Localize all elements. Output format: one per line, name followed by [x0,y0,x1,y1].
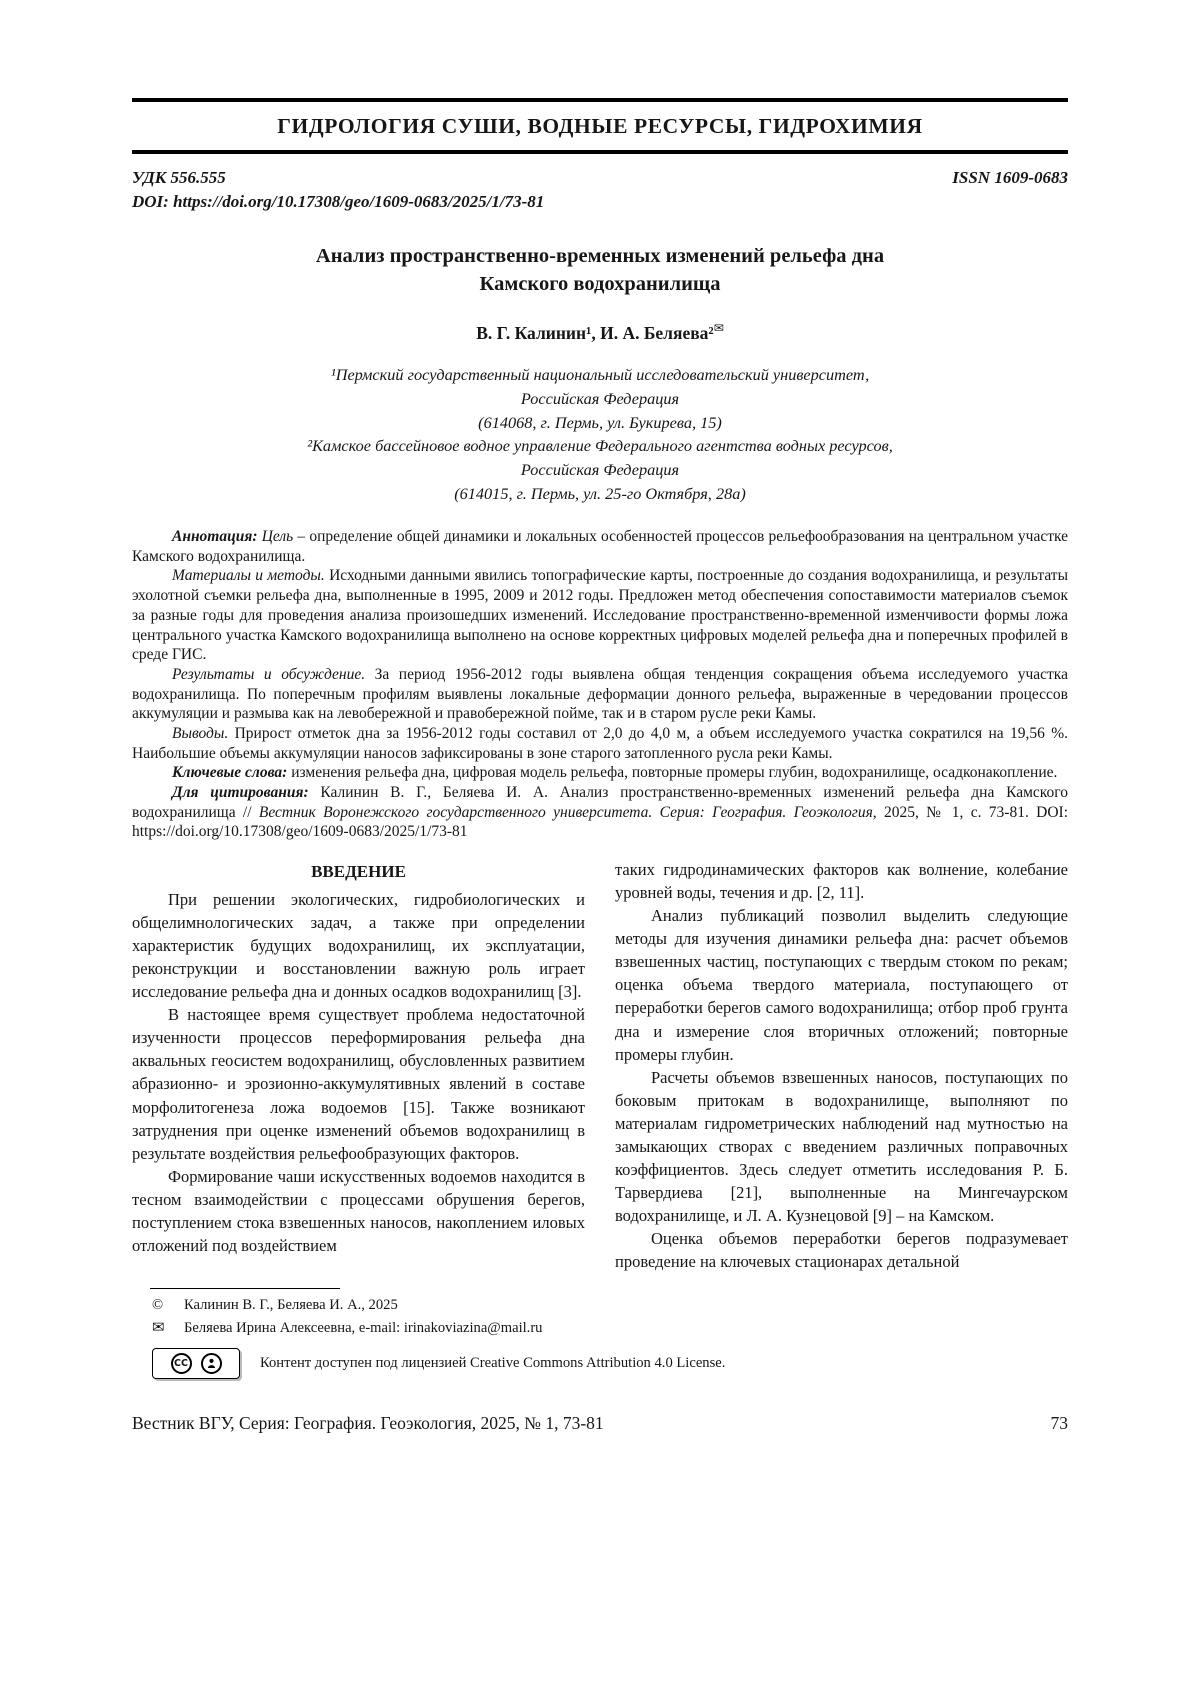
article-title [132,242,1068,299]
issn-number: ISSN 1609-0683 [952,168,1068,187]
page-number: 73 [1050,1413,1068,1434]
body-paragraph: Формирование чаши искусственных водоемов находится в тесном взаимодействии с процессами обрушения берегов, поступлением стока взвешенных наносов, накоплением иловых отложений под воздействием [132,1166,585,1256]
right-column [615,858,1068,1274]
affiliation-line: ²Камское бассейновое водное управление Федерального агентства водных ресурсов, [307,436,893,456]
affiliation-line: (614068, г. Пермь, ул. Букирева, 15) [478,412,722,432]
abstract-results-text: За период 1956-2012 годы выявлена общая тенденция сокращения объема исследуемого участка водохранилища. По поперечным профилям выявлены локальные деформации донного рельефа, выраженные в чередовании процессов аккумуляции и размыва как на левобережной и правобережной пойме, так и в старом русле реки Камы. [132,665,1068,723]
citation-journal-name: Вестник Воронежского государственного университета. Серия: География. Геоэкология [258,803,873,821]
citation-text-2: , 2025, № 1, с. 73-81. DOI: https://doi.org/10.17308/geo/1609-0683/2025/1/73-81 [132,803,1069,841]
journal-footer-line: Вестник ВГУ, Серия: География. Геоэкология, 2025, № 1, 73-81 [132,1413,604,1434]
abstract-annotation-label: Аннотация: [172,528,258,546]
authors-line [132,321,1068,344]
affiliations-block [132,363,1068,505]
affiliation-line: ¹Пермский государственный национальный исследовательский университет, [330,365,870,385]
citation-label: Для цитирования: [172,783,309,801]
footnote-block [152,1295,1068,1341]
body-paragraph: В настоящее время существует проблема недостаточной изученности процессов переформирования рельефа дна аквальных геосистем водохранилищ, обусловленных развитием абразионно- и эрозионно-аккумулятивных явлений в составе морфолитогенеза ложа водоемов [15]. Также возникают затруднения при оценке изменений объемов водохранилищ в результате воздействия рельефообразующих факторов. [132,1005,585,1163]
abstract-annotation-lead: Цель [257,528,294,546]
udc-number: УДК 556.555 [132,168,226,187]
affiliation-line: Российская Федерация [520,459,680,479]
contact-line [152,1316,1068,1340]
citation-text-1: Калинин В. Г., Беляева И. А. Анализ пространственно-временных изменений рельефа дна Камского водохранилища // [132,783,1068,821]
abstract-block [132,527,1068,842]
cc-by-person-icon [201,1353,222,1374]
body-paragraph: Расчеты объемов взвешенных наносов, поступающих по боковым притокам в водохранилище, выполняют по материалам гидрометрических наблюдений над мутностью на замыкающих створах с введением различных поправочных коэффициентов. Здесь следует отметить исследования Р. Б. Тарвердиева [21], выполненные на Мингечаурском водохранилище, и Л. А. Кузнецовой [9] – на Камском. [615,1067,1068,1226]
abstract-annotation [132,527,1068,566]
license-text: Контент доступен под лицензией Creative Commons Attribution 4.0 License. [260,1355,726,1372]
keywords-text: изменения рельефа дна, цифровая модель рельефа, повторные промеры глубин, водохранилище, осадконакопление. [287,764,1058,782]
abstract-methods [132,566,1068,664]
abstract-keywords [132,763,1068,783]
abstract-methods-text: Исходными данными явились топографические карты, построенные до создания водохранилища, и результаты эхолотной съемки рельефа дна, выполненные в 1995, 2009 и 2012 годы. Предложен метод обеспечения сопоставимости материалов съемок за разные годы для проведения анализа произошедших изменений. Исследование пространственно-временной изменчивости формы ложа центрального участка Камского водохранилища выполнено на основе корректных цифровых моделей рельефа дна и поперечных профилей в среде ГИС. [132,567,1068,664]
author-names: В. Г. Калинин¹, И. А. Беляева² [476,322,714,343]
abstract-conclusions-lead: Выводы. [172,724,229,742]
cc-by-license-badge [152,1348,240,1379]
abstract-annotation-text: – определение общей динамики и локальных особенностей процессов рельефообразования на центральном участке Камского водохранилища. [132,528,1068,565]
body-paragraph: Анализ публикаций позволил выделить следующие методы для изучения динамики рельефа дна: расчет объемов взвешенных частиц, поступающих с твердым стоком по рекам; оценка объема твердого материала, поступающего от переработки берегов самого водохранилища; отбор проб грунта дна и измерение слоя вторичных отложений; повторные промеры глубин. [615,906,1068,1064]
copyright-symbol: © [152,1296,164,1313]
body-paragraph: При решении экологических, гидробиологических и общелимнологических задач, а также при определении характеристик будущих водохранилищ, их эксплуатации, реконструкции и восстановлении важную роль играет исследование рельефа дна и донных осадков водохранилищ [3]. [132,889,585,1002]
doi-line: DOI: https://doi.org/10.17308/geo/1609-0683/2025/1/73-81 [132,192,545,211]
abstract-conclusions [132,724,1068,763]
contact-email-text: Беляева Ирина Алексеевна, e-mail: irinakoviazina@mail.ru [184,1320,543,1337]
abstract-conclusions-text: Прирост отметок дна за 1956-2012 годы составил от 2,0 до 4,0 м, а объем исследуемого участка сократился на 19,56 %. Наибольшие объемы аккумуляции наносов зафиксированы в зоне старого затопленного русла реки Камы. [132,724,1068,762]
page-footer [132,1413,1068,1434]
left-column [132,858,585,1274]
introduction-heading: ВВЕДЕНИЕ [311,861,406,881]
article-title-line-1: Анализ пространственно-временных изменений рельефа дна [315,245,885,267]
two-column-body [132,858,1068,1274]
abstract-results-lead: Результаты и обсуждение. [172,665,366,683]
affiliation-line: Российская Федерация [520,389,680,409]
affiliation-line: (614015, г. Пермь, ул. 25-го Октября, 28а) [454,483,746,503]
journal-section-title: ГИДРОЛОГИЯ СУШИ, ВОДНЫЕ РЕСУРСЫ, ГИДРОХИМИЯ [277,114,923,138]
copyright-text: Калинин В. Г., Беляева И. А., 2025 [184,1296,398,1313]
article-meta-row [132,168,1068,188]
body-paragraph: таких гидродинамических факторов как волнение, колебание уровней воды, течения и др. [2, 11]. [615,859,1068,902]
footnote-separator [150,1288,340,1289]
abstract-results [132,665,1068,724]
keywords-label: Ключевые слова: [172,764,288,782]
header-bottom-rule [132,150,1068,154]
copyright-line [152,1295,1068,1317]
body-paragraph: Оценка объемов переработки берегов подразумевает проведение на ключевых стационарах детальной [615,1229,1068,1272]
email-envelope-icon: ✉ [152,1318,165,1337]
license-row [152,1348,1068,1379]
citation-paragraph [132,783,1068,842]
corresponding-author-envelope-icon: ✉ [713,320,724,335]
cc-icon: CC [171,1353,192,1374]
abstract-methods-lead: Материалы и методы. [172,567,325,585]
article-title-line-2: Камского водохранилища [479,273,721,296]
